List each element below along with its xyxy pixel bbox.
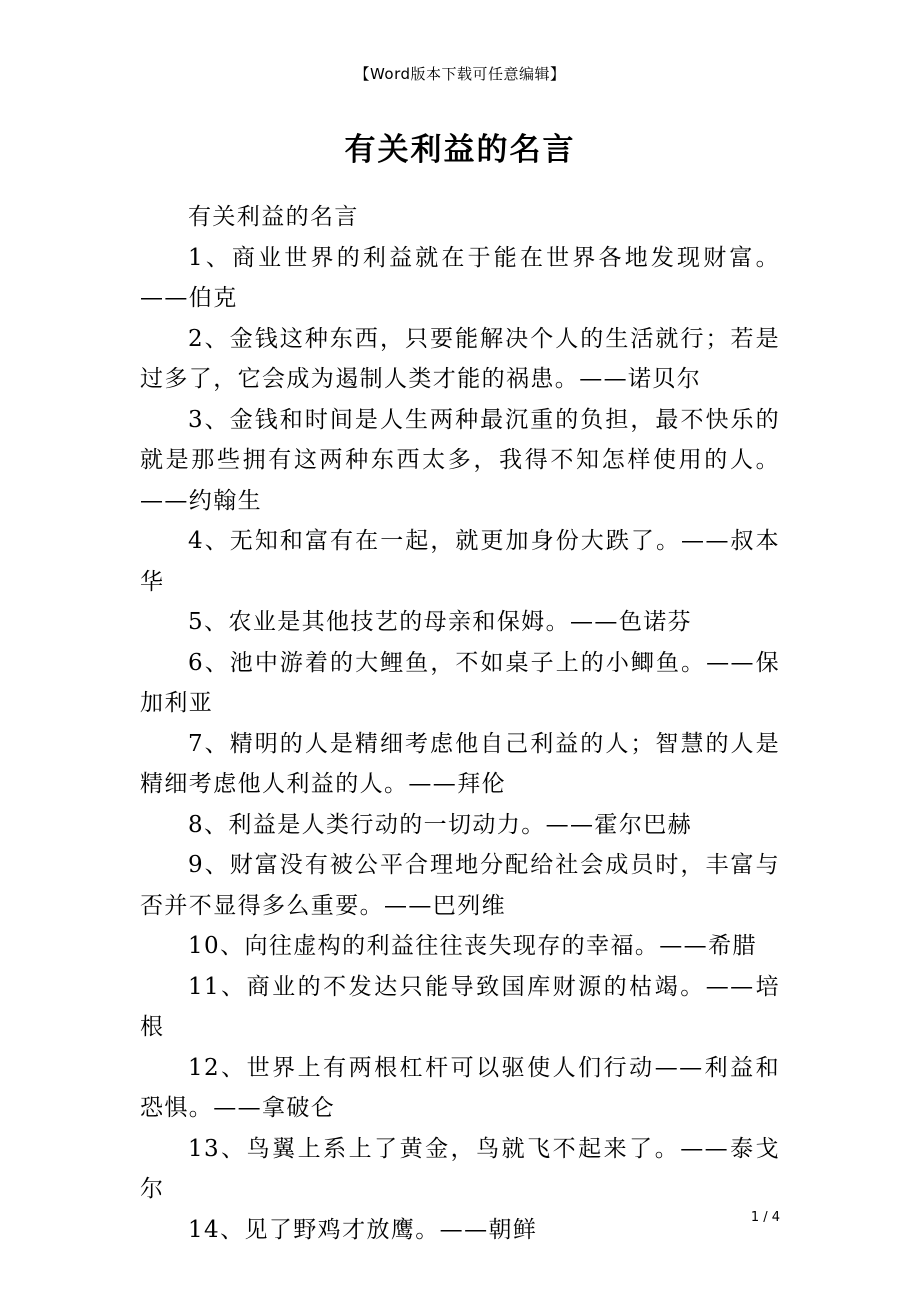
quote-paragraph: 5、农业是其他技艺的母亲和保姆。——色诺芬 <box>188 609 693 635</box>
quote-paragraph: 3、金钱和时间是人生两种最沉重的负担，最不快乐的就是那些拥有这两种东西太多，我得不知怎样使用的人。——约翰生 <box>140 406 780 514</box>
quote-paragraph: 6、池中游着的大鲤鱼，不如桌子上的小鲫鱼。——保加利亚 <box>140 649 780 716</box>
quote-paragraph: 10、向往虚构的利益往往丧失现存的幸福。——希腊 <box>188 933 757 959</box>
quote-paragraph: 14、见了野鸡才放鹰。——朝鲜 <box>188 1216 538 1243</box>
page-title: 有关利益的名言 <box>344 132 576 168</box>
quote-paragraph: 12、世界上有两根杠杆可以驱使人们行动——利益和恐惧。——拿破仑 <box>140 1054 780 1121</box>
document-body <box>140 197 780 1250</box>
quote-paragraph: 8、利益是人类行动的一切动力。——霍尔巴赫 <box>188 811 693 838</box>
download-note: 【Word版本下载可任意编辑】 <box>354 65 566 83</box>
quote-paragraph: 2、金钱这种东西，只要能解决个人的生活就行；若是过多了，它会成为遏制人类才能的祸患。——诺贝尔 <box>140 325 780 392</box>
intro-line: 有关利益的名言 <box>188 204 359 230</box>
quote-paragraph: 7、精明的人是精细考虑他自己利益的人；智慧的人是精细考虑他人利益的人。——拜伦 <box>140 730 780 797</box>
quote-paragraph: 9、财富没有被公平合理地分配给社会成员时，丰富与否并不显得多么重要。——巴列维 <box>140 852 780 919</box>
quote-paragraph: 1、商业世界的利益就在于能在世界各地发现财富。——伯克 <box>140 244 780 311</box>
quote-paragraph: 13、鸟翼上系上了黄金，鸟就飞不起来了。——泰戈尔 <box>140 1135 780 1202</box>
quote-paragraph: 11、商业的不发达只能导致国库财源的枯竭。——培根 <box>140 973 780 1040</box>
quote-paragraph: 4、无知和富有在一起，就更加身份大跌了。——叔本华 <box>140 528 780 595</box>
page-number: 1 / 4 <box>750 1210 780 1225</box>
